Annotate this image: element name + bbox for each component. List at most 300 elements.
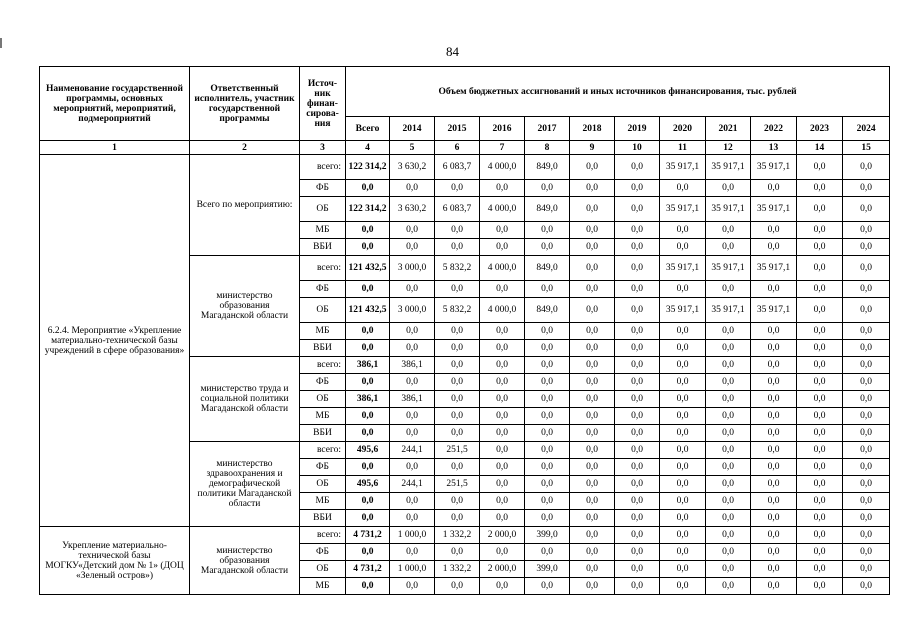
year-value: 1 332,2 <box>435 561 480 578</box>
year-value: 0,0 <box>570 222 615 239</box>
year-value: 4 000,0 <box>480 197 525 222</box>
year-value: 0,0 <box>797 323 843 340</box>
header-budget-group: Объем бюджетных ассигнований и иных источников финансирования, тыс. рублей <box>346 67 890 117</box>
year-value: 0,0 <box>660 239 706 256</box>
year-value: 0,0 <box>480 476 525 493</box>
year-value: 0,0 <box>570 374 615 391</box>
total-value: 121 432,5 <box>346 256 390 281</box>
year-value: 0,0 <box>797 493 843 510</box>
year-value: 0,0 <box>751 222 797 239</box>
year-value: 0,0 <box>525 281 570 298</box>
header-year-8: 2021 <box>706 117 751 141</box>
year-value: 0,0 <box>706 408 751 425</box>
year-value: 0,0 <box>525 476 570 493</box>
executor-name: министерство здравоохранения и демографической политики Магаданской области <box>190 442 300 527</box>
year-value: 35 917,1 <box>751 256 797 281</box>
year-value: 0,0 <box>570 561 615 578</box>
year-value: 0,0 <box>615 578 660 595</box>
header-year-5: 2018 <box>570 117 615 141</box>
year-value: 0,0 <box>843 442 890 459</box>
year-value: 0,0 <box>570 527 615 544</box>
year-value: 244,1 <box>390 442 435 459</box>
year-value: 0,0 <box>615 391 660 408</box>
year-value: 0,0 <box>435 222 480 239</box>
year-value: 0,0 <box>751 561 797 578</box>
funding-source: ОБ <box>300 391 346 408</box>
column-number-14: 14 <box>797 141 843 155</box>
year-value: 0,0 <box>570 408 615 425</box>
year-value: 0,0 <box>843 357 890 374</box>
year-value: 0,0 <box>843 459 890 476</box>
year-value: 0,0 <box>797 578 843 595</box>
year-value: 0,0 <box>660 459 706 476</box>
year-value: 0,0 <box>525 459 570 476</box>
total-value: 495,6 <box>346 476 390 493</box>
year-value: 0,0 <box>570 180 615 197</box>
year-value: 0,0 <box>570 155 615 180</box>
year-value: 0,0 <box>843 476 890 493</box>
year-value: 0,0 <box>843 239 890 256</box>
year-value: 0,0 <box>660 374 706 391</box>
year-value: 0,0 <box>435 459 480 476</box>
year-value: 0,0 <box>435 323 480 340</box>
year-value: 0,0 <box>615 425 660 442</box>
year-value: 849,0 <box>525 298 570 323</box>
year-value: 0,0 <box>525 544 570 561</box>
year-value: 0,0 <box>480 408 525 425</box>
year-value: 0,0 <box>660 180 706 197</box>
year-value: 399,0 <box>525 561 570 578</box>
column-number-12: 12 <box>706 141 751 155</box>
year-value: 0,0 <box>797 281 843 298</box>
year-value: 251,5 <box>435 442 480 459</box>
year-value: 0,0 <box>660 493 706 510</box>
year-value: 0,0 <box>435 493 480 510</box>
table-row <box>40 155 890 180</box>
year-value: 0,0 <box>435 425 480 442</box>
funding-source: МБ <box>300 408 346 425</box>
year-value: 0,0 <box>843 323 890 340</box>
executor-name: Всего по мероприятию: <box>190 155 300 256</box>
year-value: 0,0 <box>525 357 570 374</box>
year-value: 0,0 <box>480 544 525 561</box>
header-year-10: 2023 <box>797 117 843 141</box>
year-value: 0,0 <box>706 374 751 391</box>
year-value: 0,0 <box>570 323 615 340</box>
year-value: 0,0 <box>706 476 751 493</box>
year-value: 0,0 <box>751 408 797 425</box>
year-value: 0,0 <box>843 544 890 561</box>
year-value: 0,0 <box>570 256 615 281</box>
funding-source: ОБ <box>300 298 346 323</box>
year-value: 0,0 <box>660 442 706 459</box>
year-value: 6 083,7 <box>435 155 480 180</box>
year-value: 0,0 <box>843 340 890 357</box>
year-value: 0,0 <box>797 459 843 476</box>
year-value: 0,0 <box>435 391 480 408</box>
year-value: 0,0 <box>480 281 525 298</box>
year-value: 0,0 <box>615 357 660 374</box>
year-value: 0,0 <box>706 527 751 544</box>
year-value: 0,0 <box>706 510 751 527</box>
year-value: 0,0 <box>570 476 615 493</box>
year-value: 0,0 <box>615 459 660 476</box>
total-value: 0,0 <box>346 180 390 197</box>
column-number-13: 13 <box>751 141 797 155</box>
column-number-9: 9 <box>570 141 615 155</box>
section-name-0: 6.2.4. Мероприятие «Укрепление материально-технической базы учреждений в сфере образования» <box>40 155 190 527</box>
year-value: 0,0 <box>615 374 660 391</box>
year-value: 0,0 <box>570 298 615 323</box>
year-value: 0,0 <box>660 408 706 425</box>
year-value: 0,0 <box>570 357 615 374</box>
year-value: 35 917,1 <box>706 197 751 222</box>
year-value: 0,0 <box>480 180 525 197</box>
total-value: 0,0 <box>346 578 390 595</box>
year-value: 0,0 <box>751 340 797 357</box>
total-value: 0,0 <box>346 323 390 340</box>
year-value: 4 000,0 <box>480 256 525 281</box>
total-value: 0,0 <box>346 425 390 442</box>
column-number-7: 7 <box>480 141 525 155</box>
year-value: 0,0 <box>525 425 570 442</box>
total-value: 121 432,5 <box>346 298 390 323</box>
year-value: 0,0 <box>843 222 890 239</box>
header-year-7: 2020 <box>660 117 706 141</box>
year-value: 0,0 <box>390 544 435 561</box>
year-value: 0,0 <box>843 374 890 391</box>
year-value: 0,0 <box>480 340 525 357</box>
header-year-6: 2019 <box>615 117 660 141</box>
year-value: 0,0 <box>525 493 570 510</box>
year-value: 0,0 <box>435 510 480 527</box>
year-value: 0,0 <box>480 459 525 476</box>
year-value: 0,0 <box>480 578 525 595</box>
total-value: 0,0 <box>346 459 390 476</box>
year-value: 35 917,1 <box>751 155 797 180</box>
year-value: 35 917,1 <box>660 155 706 180</box>
funding-source: ФБ <box>300 459 346 476</box>
year-value: 0,0 <box>706 544 751 561</box>
year-value: 0,0 <box>751 544 797 561</box>
year-value: 0,0 <box>797 222 843 239</box>
total-value: 0,0 <box>346 544 390 561</box>
year-value: 4 000,0 <box>480 298 525 323</box>
year-value: 0,0 <box>797 442 843 459</box>
year-value: 0,0 <box>751 578 797 595</box>
year-value: 0,0 <box>570 493 615 510</box>
year-value: 849,0 <box>525 256 570 281</box>
year-value: 3 630,2 <box>390 155 435 180</box>
funding-source: ВБИ <box>300 425 346 442</box>
year-value: 0,0 <box>660 340 706 357</box>
year-value: 0,0 <box>660 222 706 239</box>
total-value: 0,0 <box>346 510 390 527</box>
header-year-11: 2024 <box>843 117 890 141</box>
year-value: 0,0 <box>843 408 890 425</box>
year-value: 0,0 <box>390 493 435 510</box>
total-value: 0,0 <box>346 239 390 256</box>
funding-source: ВБИ <box>300 510 346 527</box>
year-value: 0,0 <box>843 425 890 442</box>
year-value: 0,0 <box>570 578 615 595</box>
funding-source: всего: <box>300 357 346 374</box>
year-value: 2 000,0 <box>480 527 525 544</box>
header-year-0: Всего <box>346 117 390 141</box>
total-value: 0,0 <box>346 340 390 357</box>
year-value: 0,0 <box>797 298 843 323</box>
year-value: 0,0 <box>797 544 843 561</box>
year-value: 0,0 <box>797 425 843 442</box>
year-value: 0,0 <box>751 442 797 459</box>
year-value: 0,0 <box>390 340 435 357</box>
year-value: 0,0 <box>615 180 660 197</box>
year-value: 0,0 <box>390 374 435 391</box>
section-name-1: Укрепление материально-технической базы МОГКУ«Детский дом № 1» (ДОЦ «Зеленый остров») <box>40 527 190 595</box>
year-value: 0,0 <box>797 476 843 493</box>
year-value: 0,0 <box>435 408 480 425</box>
year-value: 0,0 <box>751 281 797 298</box>
year-value: 0,0 <box>797 510 843 527</box>
year-value: 0,0 <box>390 510 435 527</box>
year-value: 0,0 <box>706 180 751 197</box>
total-value: 0,0 <box>346 374 390 391</box>
year-value: 0,0 <box>797 155 843 180</box>
year-value: 251,5 <box>435 476 480 493</box>
year-value: 0,0 <box>525 222 570 239</box>
total-value: 4 731,2 <box>346 561 390 578</box>
year-value: 0,0 <box>797 561 843 578</box>
year-value: 0,0 <box>390 281 435 298</box>
year-value: 6 083,7 <box>435 197 480 222</box>
year-value: 5 832,2 <box>435 256 480 281</box>
header-year-1: 2014 <box>390 117 435 141</box>
total-value: 122 314,2 <box>346 155 390 180</box>
header-executor-column: Ответственный исполнитель, участник государственной программы <box>190 67 300 141</box>
year-value: 0,0 <box>525 340 570 357</box>
year-value: 0,0 <box>797 256 843 281</box>
year-value: 0,0 <box>390 459 435 476</box>
year-value: 3 000,0 <box>390 298 435 323</box>
year-value: 399,0 <box>525 527 570 544</box>
column-numbers-row <box>40 141 890 155</box>
year-value: 0,0 <box>480 239 525 256</box>
year-value: 0,0 <box>797 197 843 222</box>
year-value: 0,0 <box>797 374 843 391</box>
year-value: 0,0 <box>797 391 843 408</box>
year-value: 0,0 <box>751 510 797 527</box>
year-value: 0,0 <box>706 561 751 578</box>
table-body <box>40 155 890 595</box>
year-value: 0,0 <box>706 239 751 256</box>
funding-source: всего: <box>300 442 346 459</box>
year-value: 0,0 <box>660 425 706 442</box>
year-value: 0,0 <box>525 391 570 408</box>
year-value: 0,0 <box>843 256 890 281</box>
header-year-4: 2017 <box>525 117 570 141</box>
total-value: 0,0 <box>346 281 390 298</box>
year-value: 0,0 <box>615 476 660 493</box>
year-value: 0,0 <box>843 391 890 408</box>
year-value: 2 000,0 <box>480 561 525 578</box>
year-value: 0,0 <box>390 323 435 340</box>
year-value: 0,0 <box>570 197 615 222</box>
year-value: 0,0 <box>525 374 570 391</box>
year-value: 0,0 <box>480 425 525 442</box>
year-value: 0,0 <box>525 239 570 256</box>
funding-source: ФБ <box>300 544 346 561</box>
year-value: 0,0 <box>751 180 797 197</box>
year-value: 0,0 <box>843 561 890 578</box>
budget-table <box>39 66 890 595</box>
year-value: 0,0 <box>525 323 570 340</box>
year-value: 35 917,1 <box>660 197 706 222</box>
year-value: 0,0 <box>706 442 751 459</box>
year-value: 1 000,0 <box>390 561 435 578</box>
year-value: 35 917,1 <box>706 155 751 180</box>
year-value: 849,0 <box>525 197 570 222</box>
year-value: 0,0 <box>525 578 570 595</box>
year-value: 1 000,0 <box>390 527 435 544</box>
year-value: 35 917,1 <box>706 256 751 281</box>
year-value: 0,0 <box>615 256 660 281</box>
column-number-5: 5 <box>390 141 435 155</box>
year-value: 0,0 <box>615 442 660 459</box>
year-value: 0,0 <box>706 425 751 442</box>
total-value: 386,1 <box>346 391 390 408</box>
year-value: 0,0 <box>570 459 615 476</box>
year-value: 849,0 <box>525 155 570 180</box>
header-source-column: Источ-ник финан-сирова-ния <box>300 67 346 141</box>
year-value: 0,0 <box>615 281 660 298</box>
year-value: 0,0 <box>435 357 480 374</box>
year-value: 35 917,1 <box>660 256 706 281</box>
year-value: 0,0 <box>435 578 480 595</box>
year-value: 35 917,1 <box>751 298 797 323</box>
year-value: 0,0 <box>843 155 890 180</box>
year-value: 5 832,2 <box>435 298 480 323</box>
year-value: 35 917,1 <box>751 197 797 222</box>
year-value: 0,0 <box>706 340 751 357</box>
column-number-4: 4 <box>346 141 390 155</box>
funding-source: МБ <box>300 493 346 510</box>
year-value: 0,0 <box>615 561 660 578</box>
year-value: 0,0 <box>525 442 570 459</box>
year-value: 0,0 <box>706 222 751 239</box>
year-value: 0,0 <box>706 459 751 476</box>
year-value: 0,0 <box>660 527 706 544</box>
year-value: 0,0 <box>615 340 660 357</box>
year-value: 0,0 <box>435 544 480 561</box>
year-value: 0,0 <box>480 323 525 340</box>
year-value: 0,0 <box>570 239 615 256</box>
total-value: 4 731,2 <box>346 527 390 544</box>
year-value: 0,0 <box>751 374 797 391</box>
year-value: 0,0 <box>480 442 525 459</box>
year-value: 0,0 <box>751 425 797 442</box>
year-value: 0,0 <box>751 323 797 340</box>
table-row <box>40 527 890 544</box>
year-value: 0,0 <box>843 298 890 323</box>
year-value: 0,0 <box>615 239 660 256</box>
year-value: 0,0 <box>480 510 525 527</box>
year-value: 0,0 <box>706 323 751 340</box>
year-value: 0,0 <box>390 239 435 256</box>
year-value: 0,0 <box>435 180 480 197</box>
year-value: 0,0 <box>435 239 480 256</box>
year-value: 0,0 <box>843 510 890 527</box>
executor-name: министерство образования Магаданской области <box>190 256 300 357</box>
year-value: 0,0 <box>797 357 843 374</box>
year-value: 0,0 <box>615 298 660 323</box>
year-value: 0,0 <box>570 425 615 442</box>
year-value: 0,0 <box>660 281 706 298</box>
year-value: 0,0 <box>435 340 480 357</box>
year-value: 0,0 <box>660 510 706 527</box>
year-value: 0,0 <box>435 281 480 298</box>
funding-source: МБ <box>300 578 346 595</box>
year-value: 0,0 <box>797 408 843 425</box>
year-value: 0,0 <box>843 527 890 544</box>
page-number: 84 <box>446 44 459 59</box>
year-value: 0,0 <box>751 357 797 374</box>
funding-source: МБ <box>300 323 346 340</box>
header-year-3: 2016 <box>480 117 525 141</box>
year-value: 0,0 <box>751 527 797 544</box>
year-value: 0,0 <box>706 357 751 374</box>
header-name-column: Наименование государственной программы, основных мероприятий, мероприятий, подмероприятий <box>40 67 190 141</box>
year-value: 0,0 <box>660 544 706 561</box>
year-value: 0,0 <box>615 155 660 180</box>
year-value: 0,0 <box>660 323 706 340</box>
funding-source: ФБ <box>300 281 346 298</box>
year-value: 0,0 <box>570 442 615 459</box>
header-year-9: 2022 <box>751 117 797 141</box>
year-value: 4 000,0 <box>480 155 525 180</box>
year-value: 0,0 <box>615 544 660 561</box>
year-value: 0,0 <box>751 493 797 510</box>
year-value: 0,0 <box>660 561 706 578</box>
year-value: 0,0 <box>390 408 435 425</box>
total-value: 0,0 <box>346 493 390 510</box>
year-value: 0,0 <box>660 476 706 493</box>
year-value: 0,0 <box>751 391 797 408</box>
year-value: 0,0 <box>615 408 660 425</box>
year-value: 386,1 <box>390 391 435 408</box>
year-value: 0,0 <box>390 425 435 442</box>
funding-source: всего: <box>300 527 346 544</box>
funding-source: ВБИ <box>300 239 346 256</box>
year-value: 35 917,1 <box>660 298 706 323</box>
year-value: 0,0 <box>570 391 615 408</box>
year-value: 3 000,0 <box>390 256 435 281</box>
year-value: 0,0 <box>570 510 615 527</box>
funding-source: ФБ <box>300 180 346 197</box>
funding-source: МБ <box>300 222 346 239</box>
year-value: 0,0 <box>706 578 751 595</box>
year-value: 386,1 <box>390 357 435 374</box>
header-year-2: 2015 <box>435 117 480 141</box>
year-value: 0,0 <box>797 340 843 357</box>
executor-name: министерство труда и социальной политики Магаданской области <box>190 357 300 442</box>
funding-source: ФБ <box>300 374 346 391</box>
year-value: 0,0 <box>843 493 890 510</box>
year-value: 3 630,2 <box>390 197 435 222</box>
year-value: 0,0 <box>660 391 706 408</box>
funding-source: ОБ <box>300 561 346 578</box>
year-value: 0,0 <box>843 281 890 298</box>
column-number-8: 8 <box>525 141 570 155</box>
